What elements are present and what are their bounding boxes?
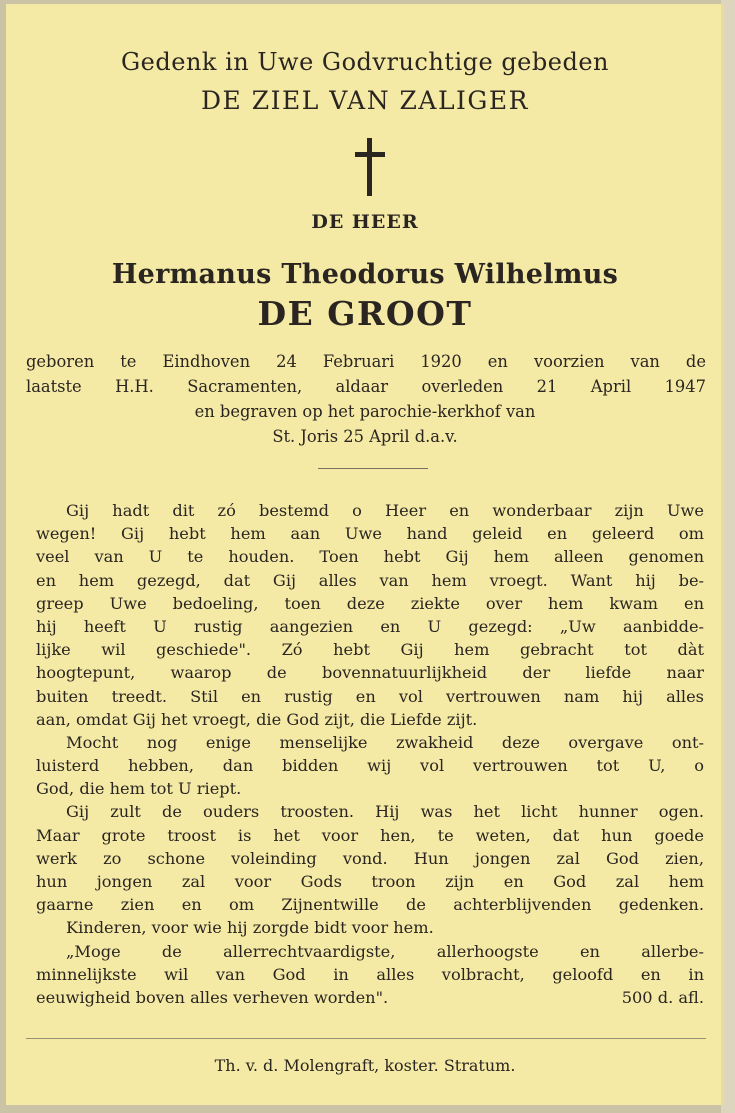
text-line: gaarne zien en om Zijnentwille de achterblijvenden gedenken.: [36, 895, 704, 915]
cross-icon: [355, 138, 385, 196]
text-line: Mocht nog enige menselijke zwakheid deze overgave ont-: [66, 732, 704, 752]
text-line: eeuwigheid boven alles verheven worden".: [36, 987, 389, 1007]
burial-date-line: St. Joris 25 April d.a.v.: [272, 427, 458, 446]
text-line: hun jongen zal voor Gods troon zijn en God zal hem: [36, 872, 704, 891]
birth-line: geboren te Eindhoven 24 Februari 1920 en voorzien van de: [26, 352, 706, 371]
prayer-text: [36, 499, 704, 1009]
text-line: veel van U te houden. Toen hebt Gij hem alleen genomen: [36, 547, 704, 567]
text-line: hoogtepunt, waarop de bovennatuurlijkheid der liefde naar: [36, 663, 704, 683]
text-line: Gij zult de ouders troosten. Hij was het licht hunner ogen.: [66, 802, 704, 822]
soul-heading: DE ZIEL VAN ZALIGER: [201, 86, 529, 115]
given-names: Hermanus Theodorus Wilhelmus: [111, 259, 619, 290]
death-line: laatste H.H. Sacramenten, aldaar overleden 21 April 1947: [26, 377, 706, 396]
text-line: wegen! Gij hebt hem aan Uwe hand geleid en geleerd om: [36, 524, 704, 544]
text-line: luisterd hebben, dan bidden wij vol vertrouwen tot U, o: [36, 756, 704, 776]
prayer-request: Gedenk in Uwe Godvruchtige gebeden: [121, 48, 609, 76]
text-line: God, die hem tot U riept.: [36, 779, 242, 799]
text-line: „Moge de allerrechtvaardigste, allerhoogste en allerbe-: [66, 941, 704, 961]
footer-divider: [26, 1038, 706, 1039]
text-line: hij heeft U rustig aangezien en U gezegd: „Uw aanbidde-: [36, 616, 704, 636]
text-line: buiten treedt. Stil en rustig en vol vertrouwen nam hij alles: [36, 686, 704, 706]
indulgence-note: 500 d. afl.: [621, 987, 704, 1007]
text-line: lijke wil geschiede". Zó hebt Gij hem gebracht tot dàt: [36, 640, 704, 660]
honorific: DE HEER: [311, 211, 419, 233]
burial-line: en begraven op het parochie-kerkhof van: [194, 402, 536, 421]
surname: DE GROOT: [257, 294, 473, 333]
text-line: minnelijkste wil van God in alles volbracht, geloofd en in: [36, 964, 704, 984]
text-line: Gij hadt dit zó bestemd o Heer en wonderbaar zijn Uwe: [66, 501, 704, 520]
printer-credit: Th. v. d. Molengraft, koster. Stratum.: [214, 1056, 516, 1075]
text-line: werk zo schone voleinding vond. Hun jongen zal God zien,: [36, 848, 704, 868]
text-line: Kinderen, voor wie hij zorgde bidt voor hem.: [66, 918, 434, 938]
divider: [318, 468, 428, 469]
birth-death-details: [6, 349, 724, 449]
text-line: en hem gezegd, dat Gij alles van hem vroegt. Want hij be-: [36, 570, 704, 590]
text-line: greep Uwe bedoeling, toen deze ziekte over hem kwam en: [36, 593, 704, 613]
text-line: Maar grote troost is het voor hen, te weten, dat hun goede: [36, 825, 704, 845]
text-line: aan, omdat Gij het vroegt, die God zijt, die Liefde zijt.: [36, 709, 478, 729]
memorial-card: [6, 4, 724, 1105]
final-line: [36, 986, 704, 1009]
